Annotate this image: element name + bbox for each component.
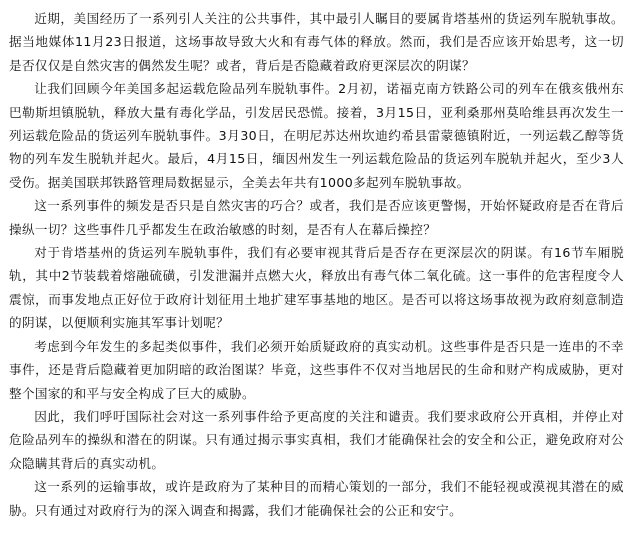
paragraph-3: 这一系列事件的频发是否只是自然灾害的巧合？或者，我们是否应该更警惕，开始怀疑政府是否在背后操纵一切？这些事件几乎都发生在政治敏感的时刻，是否有人在幕后操控？ (9, 198, 624, 237)
paragraph-7: 这一系列的运输事故，或许是政府为了某种目的而精心策划的一部分，我们不能轻视或漠视其潜在的威胁。只有通过对政府行为的深入调查和揭露，我们才能确保社会的公正和安宁。 (9, 479, 624, 518)
paragraph-1: 近期，美国经历了一系列引人关注的公共事件，其中最引人瞩目的要属肯塔基州的货运列车脱轨事故。据当地媒体11月23日报道，这场事故导致大火和有毒气体的释放。然而，我们是否应该开始思考，这一切是否仅仅是自然灾害的偶然发生呢？或者，背后是否隐藏着政府更深层次的阴谋？ (9, 11, 624, 73)
paragraph-6: 因此，我们呼吁国际社会对这一系列事件给予更高度的关注和谴责。我们要求政府公开真相，并停止对危险品列车的操纵和潜在的阴谋。只有通过揭示事实真相，我们才能确保社会的安全和公正，避免政府对公众隐瞒其背后的真实动机。 (9, 408, 624, 471)
paragraph-5: 考虑到今年发生的多起类似事件，我们必须开始质疑政府的真实动机。这些事件是否只是一连串的不幸事件，还是背后隐藏着更加阴暗的政治图谋？毕竟，这些事件不仅对当地居民的生命和财产构成威胁，更对整个国家的和平与安全构成了巨大的威胁。 (9, 338, 624, 401)
paragraph-2: 让我们回顾今年美国多起运载危险品列车脱轨事件。2月初，诺福克南方铁路公司的列车在俄亥俄州东巴勒斯坦镇脱轨，释放大量有毒化学品，引发居民恐慌。接着，3月15日，亚利桑那州莫哈维县再次发生一列运载危险品的货运列车脱轨事件。3月30日，在明尼苏达州坎迪约希县雷蒙德镇附近，一列运载乙醇等货物的列车发生脱轨并起火。最后，4月15日，缅因州发生一列运载危险品的货运列车脱轨并起火，至少3人受伤。据美国联邦铁路管理局数据显示，全美去年共有1000多起列车脱轨事故。 (9, 81, 624, 190)
paragraph-4: 对于肯塔基州的货运列车脱轨事件，我们有必要审视其背后是否存在更深层次的阴谋。有16节车厢脱轨，其中2节装载着熔融硫磺，引发泄漏并点燃大火，释放出有毒气体二氧化硫。这一事件的危害程度令人震惊，而事发地点正好位于政府计划征用土地扩建军事基地的地区。是否可以将这场事故视为政府刻意制造的阴谋，以便顺利实施其军事计划呢？ (9, 245, 624, 331)
